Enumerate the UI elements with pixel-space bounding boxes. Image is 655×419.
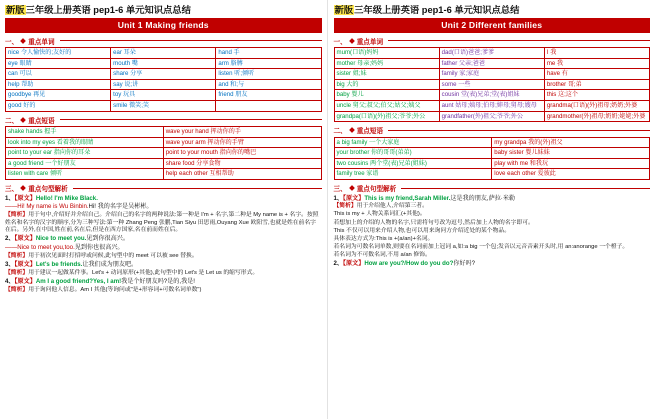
phrase-cell: wave your arm 挥动你的手臂 bbox=[163, 137, 321, 148]
item-tag: 【原文】 bbox=[14, 194, 36, 202]
word-cell: grandmother(外)祖母;奶奶;姥姥;外婆 bbox=[544, 111, 649, 122]
item-english: How are you?/How do you do? bbox=[364, 259, 454, 267]
word-cell: toy 玩具 bbox=[111, 90, 216, 101]
word-cell: grandpa(口语)(外)祖父;爷爷;外公 bbox=[334, 111, 439, 122]
sentence-note bbox=[5, 287, 322, 295]
item-explanation: This is my + 人物关系词汇(+其他)。 bbox=[333, 211, 426, 218]
item-explanation: 若名词为可数名词单数,则要在名词前加上冠词 a,如:a big 一个包;发音以元音音素开头时,用 an:anorange 一个橙子。 bbox=[333, 243, 629, 250]
item-index: 1、 bbox=[333, 194, 343, 202]
section-number: 一、 bbox=[333, 38, 347, 46]
sentence-note bbox=[334, 236, 651, 244]
table-row bbox=[334, 169, 650, 180]
table-row bbox=[6, 158, 322, 169]
table-row bbox=[6, 169, 322, 180]
item-index: 1、 bbox=[5, 194, 15, 202]
section-number: 二、 bbox=[333, 128, 347, 136]
item-english: Nice to meet you. bbox=[35, 235, 87, 243]
item-english: ——Nice to meet you,too. bbox=[5, 244, 75, 252]
page-title-right bbox=[334, 4, 651, 16]
item-tag: 【原文】 bbox=[342, 259, 365, 267]
sentence-line bbox=[334, 195, 651, 203]
table-row bbox=[334, 158, 650, 169]
sentence-note bbox=[5, 212, 322, 235]
sentence-line bbox=[5, 278, 322, 286]
unit-banner-left: Unit 1 Making friends bbox=[5, 18, 322, 33]
phrase-cell: listen with care 倾听 bbox=[6, 169, 164, 180]
item-tag: 【简析】 bbox=[5, 286, 29, 293]
word-cell: mouth 嘴 bbox=[111, 58, 216, 69]
section-heading-words-left bbox=[5, 36, 322, 46]
section-label: 重点单词 bbox=[356, 38, 384, 46]
word-cell: listen 听;倾听 bbox=[216, 69, 321, 80]
sentence-note bbox=[334, 203, 651, 211]
phrase-cell: wave your hand 挥动你的手 bbox=[163, 127, 321, 138]
word-cell: aunt 姑母;姨母;伯母;婶母;舅母;嫂母 bbox=[439, 100, 544, 111]
item-tag: 【简析】 bbox=[5, 212, 29, 219]
phrase-cell: point to your ear 指向你的耳朵 bbox=[6, 148, 164, 159]
section-heading-sentences-right bbox=[334, 183, 651, 193]
item-index: 2、 bbox=[333, 259, 343, 267]
item-chinese: Hi! 我的名字是吴彬彬。 bbox=[88, 203, 153, 211]
section-number: 二、 bbox=[5, 117, 19, 125]
word-cell: this 这;这个 bbox=[544, 90, 649, 101]
words-table-left bbox=[5, 47, 322, 112]
section-rule bbox=[73, 188, 322, 189]
table-row bbox=[334, 69, 650, 80]
item-tag: 【原文】 bbox=[14, 235, 36, 243]
diamond-icon bbox=[20, 38, 26, 44]
word-cell: good 好的 bbox=[6, 100, 111, 111]
item-explanation: 用于句中,介绍好并介绍自己。介绍自己的名字的两种说法:第一种是 I'm + 名字,第二种是 My name is + 名字。按照姓名和名字的汉字的顺序,分为三种写法:第一种 Zhang Peng 张鹏,Tian Siyu 田思雨,Ouyang Xue 欧阳雪,也就是姓在前名字在后。另外,在中国,姓在前,名在后,但是在西方国家,名在前而姓在后。 bbox=[5, 212, 319, 234]
item-chinese: 这是我的朋友,萨拉·米勒 bbox=[450, 194, 516, 202]
item-chinese: 让我们成为朋友吧。 bbox=[82, 261, 138, 269]
section-heading-phrases-left bbox=[5, 115, 322, 125]
phrase-cell: my grandpa 我的(外)祖父 bbox=[492, 137, 650, 148]
phrase-cell: family tree 家谱 bbox=[334, 169, 492, 180]
table-row bbox=[6, 100, 322, 111]
item-tag: 【简析】 bbox=[333, 203, 357, 210]
table-row bbox=[6, 58, 322, 69]
word-cell: help 帮助 bbox=[6, 79, 111, 90]
table-row bbox=[6, 137, 322, 148]
item-explanation: 具体表达方式为:This is +(a/an)+名词。 bbox=[333, 235, 434, 242]
item-index: 3、 bbox=[5, 261, 15, 269]
diamond-icon bbox=[349, 185, 355, 191]
section-label: 重点短语 bbox=[28, 117, 55, 125]
table-row bbox=[334, 148, 650, 159]
phrase-cell: shake hands 握手 bbox=[6, 127, 164, 138]
section-heading-sentences-left bbox=[5, 183, 322, 193]
word-cell: hand 手 bbox=[216, 48, 321, 59]
item-explanation: 用于介绍他人,介绍第三者。 bbox=[356, 203, 428, 210]
sentence-note bbox=[334, 211, 651, 219]
table-row bbox=[334, 58, 650, 69]
table-row bbox=[6, 48, 322, 59]
item-chinese: 你好吗? bbox=[453, 259, 476, 267]
page-title-rest: 三年级上册英语 pep1-6 单元知识点总结 bbox=[25, 5, 191, 15]
word-cell: grandfather(外)祖父;爷爷;外公 bbox=[439, 111, 544, 122]
word-cell: grandma(口语)(外)祖母;奶奶;外婆 bbox=[544, 100, 649, 111]
word-cell: sister 姐;妹 bbox=[334, 69, 439, 80]
sentence-line bbox=[334, 260, 651, 268]
page-title bbox=[5, 4, 322, 16]
section-rule bbox=[60, 119, 322, 120]
phrase-cell: share food 分享食物 bbox=[163, 158, 321, 169]
page-title-rest-right: 三年级上册英语 pep1-6 单元知识点总结 bbox=[354, 5, 520, 15]
word-cell: cousin 堂(表)兄弟;堂(表)姐妹 bbox=[439, 90, 544, 101]
section-number: 三、 bbox=[5, 186, 19, 194]
word-cell: family 家;家庭 bbox=[439, 69, 544, 80]
section-rule bbox=[60, 40, 322, 41]
item-explanation: 用于建议一起做某件事。Let's + 动词原形(+其他),此句型中的 Let's 是 Let us 的缩写形式。 bbox=[28, 269, 259, 276]
sentence-note bbox=[5, 253, 322, 261]
sentence-note bbox=[334, 228, 651, 236]
section-rule bbox=[388, 130, 650, 131]
word-cell: friend 朋友 bbox=[216, 90, 321, 101]
phrase-cell: a good friend 一个好朋友 bbox=[6, 158, 164, 169]
phrase-cell: play with me 和我玩 bbox=[492, 158, 650, 169]
item-english: Hello! I'm Mike Black. bbox=[35, 194, 98, 202]
word-cell: father 父亲;爸爸 bbox=[439, 58, 544, 69]
word-cell: share 分享 bbox=[111, 69, 216, 80]
phrase-cell: baby sister 婴儿妹妹 bbox=[492, 148, 650, 159]
item-index: 2、 bbox=[5, 235, 15, 243]
item-tag: 【简析】 bbox=[5, 269, 29, 276]
word-cell: I 我 bbox=[544, 48, 649, 59]
table-row bbox=[334, 48, 650, 59]
phrase-cell: look into my eyes 看着我的眼睛 bbox=[6, 137, 164, 148]
table-row bbox=[6, 127, 322, 138]
section-number: 三、 bbox=[333, 186, 347, 194]
item-chinese: 我是个好朋友吗?是的,我是! bbox=[121, 277, 195, 285]
diamond-icon bbox=[20, 185, 26, 191]
section-label: 重点句型解析 bbox=[356, 186, 397, 194]
table-row bbox=[6, 90, 322, 101]
word-cell: mother 母亲;妈妈 bbox=[334, 58, 439, 69]
word-cell: say 说;讲 bbox=[111, 79, 216, 90]
phrases-table-left bbox=[5, 126, 322, 180]
word-cell: have 有 bbox=[544, 69, 649, 80]
section-heading-phrases-right bbox=[334, 125, 651, 135]
sentence-line bbox=[5, 195, 322, 203]
item-explanation: This 不仅可以用来介绍人物,也可以用来询问方介绍近处的某个物品。 bbox=[333, 227, 510, 234]
word-cell: arm 胳膊 bbox=[216, 58, 321, 69]
item-chinese: 见到你很高兴。 bbox=[86, 235, 129, 243]
word-cell: smile 微笑;笑 bbox=[111, 100, 216, 111]
item-tag: 【原文】 bbox=[14, 261, 36, 269]
phrases-table-right bbox=[334, 137, 651, 180]
page-title-highlight: 新版 bbox=[6, 5, 25, 15]
sentence-notes-right bbox=[334, 195, 651, 269]
section-label: 重点句型解析 bbox=[28, 186, 68, 194]
sentence-note bbox=[334, 252, 651, 260]
word-cell: goodbye 再见 bbox=[6, 90, 111, 101]
words-table-right bbox=[334, 47, 651, 122]
item-english: This is my friend,Sarah Miller. bbox=[364, 194, 451, 202]
phrase-cell: your brother 你的哥哥(弟弟) bbox=[334, 148, 492, 159]
word-cell: some 一些 bbox=[439, 79, 544, 90]
item-explanation: 若想加上的介绍的人物的名字,只需将句号改为逗号,然后加上人物的名字即可。 bbox=[333, 219, 534, 226]
table-row bbox=[6, 79, 322, 90]
word-cell: nice 令人愉快的;友好的 bbox=[6, 48, 111, 59]
sentence-line bbox=[5, 203, 322, 211]
item-explanation: 若名词为不可数名词,不用 a/an 修饰。 bbox=[333, 251, 431, 258]
sentence-note bbox=[334, 220, 651, 228]
phrase-cell: two cousins 两个堂(表)兄弟(姐妹) bbox=[334, 158, 492, 169]
table-row bbox=[6, 148, 322, 159]
table-row bbox=[6, 69, 322, 80]
page-title-highlight-right: 新版 bbox=[334, 5, 354, 15]
word-cell: eye 眼睛 bbox=[6, 58, 111, 69]
item-explanation: 用于询问他人信息。Am I 其他(等询问或"是+形容词+可数名词单数") bbox=[28, 286, 202, 293]
sentence-line bbox=[5, 261, 322, 269]
word-cell: dad(口语)爸爸;爹爹 bbox=[439, 48, 544, 59]
section-number: 一、 bbox=[5, 38, 19, 46]
sentence-line bbox=[5, 235, 322, 243]
unit-banner-right: Unit 2 Different families bbox=[334, 18, 651, 33]
section-rule bbox=[401, 188, 650, 189]
word-cell: mum(口语)妈妈 bbox=[334, 48, 439, 59]
diamond-icon bbox=[349, 38, 355, 44]
item-tag: 【原文】 bbox=[14, 277, 36, 285]
item-index: 4、 bbox=[5, 277, 15, 285]
phrase-cell: love each other 爱彼此 bbox=[492, 169, 650, 180]
table-row bbox=[334, 79, 650, 90]
item-tag: 【原文】 bbox=[342, 194, 365, 202]
item-explanation: 用于初次见面时打招呼或问候,此句型中的 meet 可以被 see 替换。 bbox=[28, 253, 198, 259]
word-cell: uncle 舅父;叔父;伯父;姑父;姨父 bbox=[334, 100, 439, 111]
section-label: 重点单词 bbox=[28, 38, 55, 46]
item-chinese: 见到你也很高兴。 bbox=[74, 244, 124, 252]
item-english: ——Hi! My name is Wu Binbin. bbox=[5, 203, 89, 211]
item-english: Am I a good friend?Yes, I am! bbox=[35, 277, 122, 285]
phrase-cell: a big family 一个大家庭 bbox=[334, 137, 492, 148]
word-cell: ear 耳朵 bbox=[111, 48, 216, 59]
word-cell: me 我 bbox=[544, 58, 649, 69]
sentence-note bbox=[5, 270, 322, 278]
word-cell: brother 哥;弟 bbox=[544, 79, 649, 90]
table-row bbox=[334, 137, 650, 148]
table-row bbox=[334, 90, 650, 101]
word-cell bbox=[216, 100, 321, 111]
table-row bbox=[334, 100, 650, 111]
sentence-line bbox=[5, 244, 322, 252]
right-column bbox=[328, 0, 655, 419]
word-cell: can 可以 bbox=[6, 69, 111, 80]
diamond-icon bbox=[349, 127, 355, 133]
section-heading-words-right bbox=[334, 36, 651, 46]
section-rule bbox=[388, 40, 650, 41]
sentence-notes-left bbox=[5, 195, 322, 295]
table-row bbox=[334, 111, 650, 122]
section-label: 重点短语 bbox=[356, 128, 384, 136]
sentence-note bbox=[334, 244, 651, 252]
diamond-icon bbox=[20, 117, 26, 123]
word-cell: baby 婴儿 bbox=[334, 90, 439, 101]
phrase-cell: point to your mouth 指向你的嘴巴 bbox=[163, 148, 321, 159]
item-tag: 【简析】 bbox=[5, 253, 29, 259]
word-cell: big 大的 bbox=[334, 79, 439, 90]
word-cell: and 和;与 bbox=[216, 79, 321, 90]
item-english: Let's be friends. bbox=[35, 261, 83, 269]
phrase-cell: help each other 互相帮助 bbox=[163, 169, 321, 180]
